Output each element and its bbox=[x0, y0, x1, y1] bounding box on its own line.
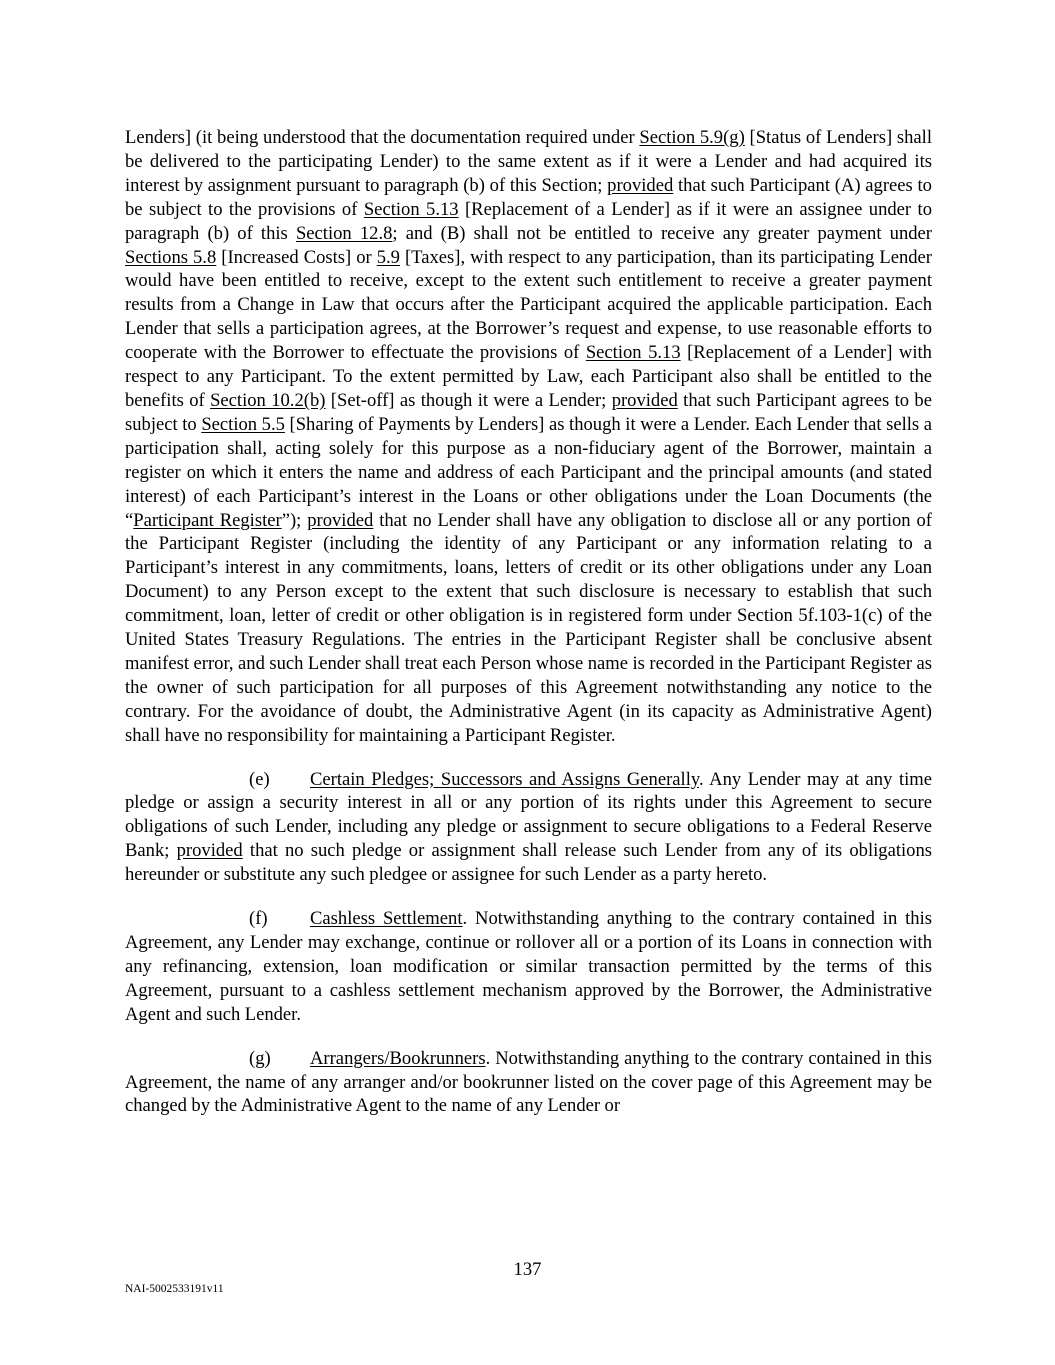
text-segment: ; and (B) shall not be entitled to receive any greater payment under bbox=[392, 222, 932, 244]
text-segment: that such Participant (A) agrees to be subject to the provisions of bbox=[125, 174, 932, 220]
text-segment: . Any Lender may at any time pledge or assign a security interest in all or any portion of its rights under this Agreement to secure obligations of such Lender, including any pledge or assignment to secure obligations to a Federal Reserve Bank; bbox=[125, 768, 933, 862]
text-segment: [Increased Costs] or bbox=[216, 246, 377, 268]
provided-term: provided bbox=[307, 509, 374, 531]
provided-term: provided bbox=[611, 389, 678, 411]
section-reference: Section 12.8 bbox=[295, 222, 393, 244]
text-segment: [Replacement of a Lender] with respect to any Participant. To the extent permitted by Law, each Participant also shall be entitled to the benefits of bbox=[125, 342, 932, 411]
paragraph-f-cashless-settlement bbox=[125, 907, 932, 1027]
clause-heading: Arrangers/Bookrunners bbox=[310, 1047, 486, 1069]
text-segment: that such Participant agrees to be subject to bbox=[125, 389, 932, 435]
clause-heading: Cashless Settlement bbox=[310, 908, 463, 930]
text-segment: ”); bbox=[281, 509, 308, 531]
document-page bbox=[125, 126, 932, 1118]
document-id: NAI-5002533191v11 bbox=[125, 1283, 224, 1295]
paragraph-g-arrangers-bookrunners bbox=[125, 1047, 932, 1119]
provided-term: provided bbox=[176, 840, 243, 862]
section-reference: Section 5.13 bbox=[363, 198, 459, 220]
section-reference: Section 5.13 bbox=[585, 342, 681, 364]
text-segment: Lenders] (it being understood that the documentation required under bbox=[125, 127, 640, 148]
text-segment: [Status of Lenders] shall be delivered to the participating Lender) to the same extent as if it were a Lender and had acquired its interest by assignment pursuant to paragraph (b) of this Section; bbox=[125, 127, 932, 196]
section-reference: Section 10.2(b) bbox=[210, 389, 326, 411]
text-segment: . Notwithstanding anything to the contrary contained in this Agreement, any Lender may exchange, continue or rollover all or a portion of its Loans in connection with any refinancing, extension, loan modification or similar transaction permitted by the terms of this Agreement, pursuant to a cashless settlement mechanism approved by the Borrower, the Administrative Agent and such Lender. bbox=[125, 908, 932, 1025]
text-segment: [Taxes], with respect to any participation, than its participating Lender would have been entitled to receive, except to the extent such entitlement to receive a greater payment results from a Change in Law that occurs after the Participant acquired the applicable participation. Each Lender that sells a participation agrees, at the Borrower’s request and expense, to use reasonable efforts to cooperate with the Borrower to effectuate the provisions of bbox=[125, 246, 932, 364]
text-segment: . Notwithstanding anything to the contrary contained in this Agreement, the name of any arranger and/or bookrunner listed on the cover page of this Agreement may be changed by the Administrative Agent to the name of any Lender or bbox=[125, 1047, 932, 1117]
text-segment: [Set-off] as though it were a Lender; bbox=[325, 389, 612, 411]
text-segment: [Sharing of Payments by Lenders] as though it were a Lender. Each Lender that sells a participation shall, acting solely for this purpose as a non-fiduciary agent of the Borrower, maintain a register on which it enters the name and address of each Participant and the principal amounts (and stated interest) of each Participant’s interest in the Loans or other obligations under the Loan Documents (the “ bbox=[125, 413, 932, 531]
page-number: 137 bbox=[513, 1259, 542, 1280]
section-reference: 5.9 bbox=[376, 246, 400, 268]
paragraph-e-certain-pledges bbox=[125, 768, 932, 888]
text-segment: [Replacement of a Lender] as if it were an assignee under to paragraph (b) of this bbox=[125, 198, 932, 244]
clause-marker: (f) bbox=[249, 908, 268, 930]
defined-term: Participant Register bbox=[133, 509, 282, 531]
clause-heading: Certain Pledges; Successors and Assigns Generally bbox=[310, 768, 699, 790]
provided-term: provided bbox=[607, 174, 674, 196]
clause-marker: (g) bbox=[249, 1047, 271, 1069]
paragraph-participations-continued bbox=[125, 126, 932, 748]
section-reference: Section 5.5 bbox=[201, 413, 285, 435]
section-reference: Sections 5.8 bbox=[125, 246, 217, 268]
clause-marker: (e) bbox=[249, 768, 270, 790]
text-segment: that no Lender shall have any obligation to disclose all or any portion of the Participant Register (including the identity of any Participant or any information relating to a Participant’s interest in any commitments, loans, letters of credit or its other obligations under any Loan Document) to any Person except to the extent that such disclosure is necessary to establish that such commitment, loan, letter of credit or other obligation is in registered form under Section 5f.103-1(c) of the United States Treasury Regulations. The entries in the Participant Register shall be conclusive absent manifest error, and such Lender shall treat each Person whose name is recorded in the Participant Register as the owner of such participation for all purposes of this Agreement notwithstanding any notice to the contrary. For the avoidance of doubt, the Administrative Agent (in its capacity as Administrative Agent) shall have no responsibility for maintaining a Participant Register. bbox=[125, 509, 932, 746]
text-segment: that no such pledge or assignment shall release such Lender from any of its obligations hereunder or substitute any such pledgee or assignee for such Lender as a party hereto. bbox=[125, 840, 932, 886]
section-reference: Section 5.9(g) bbox=[639, 127, 745, 148]
